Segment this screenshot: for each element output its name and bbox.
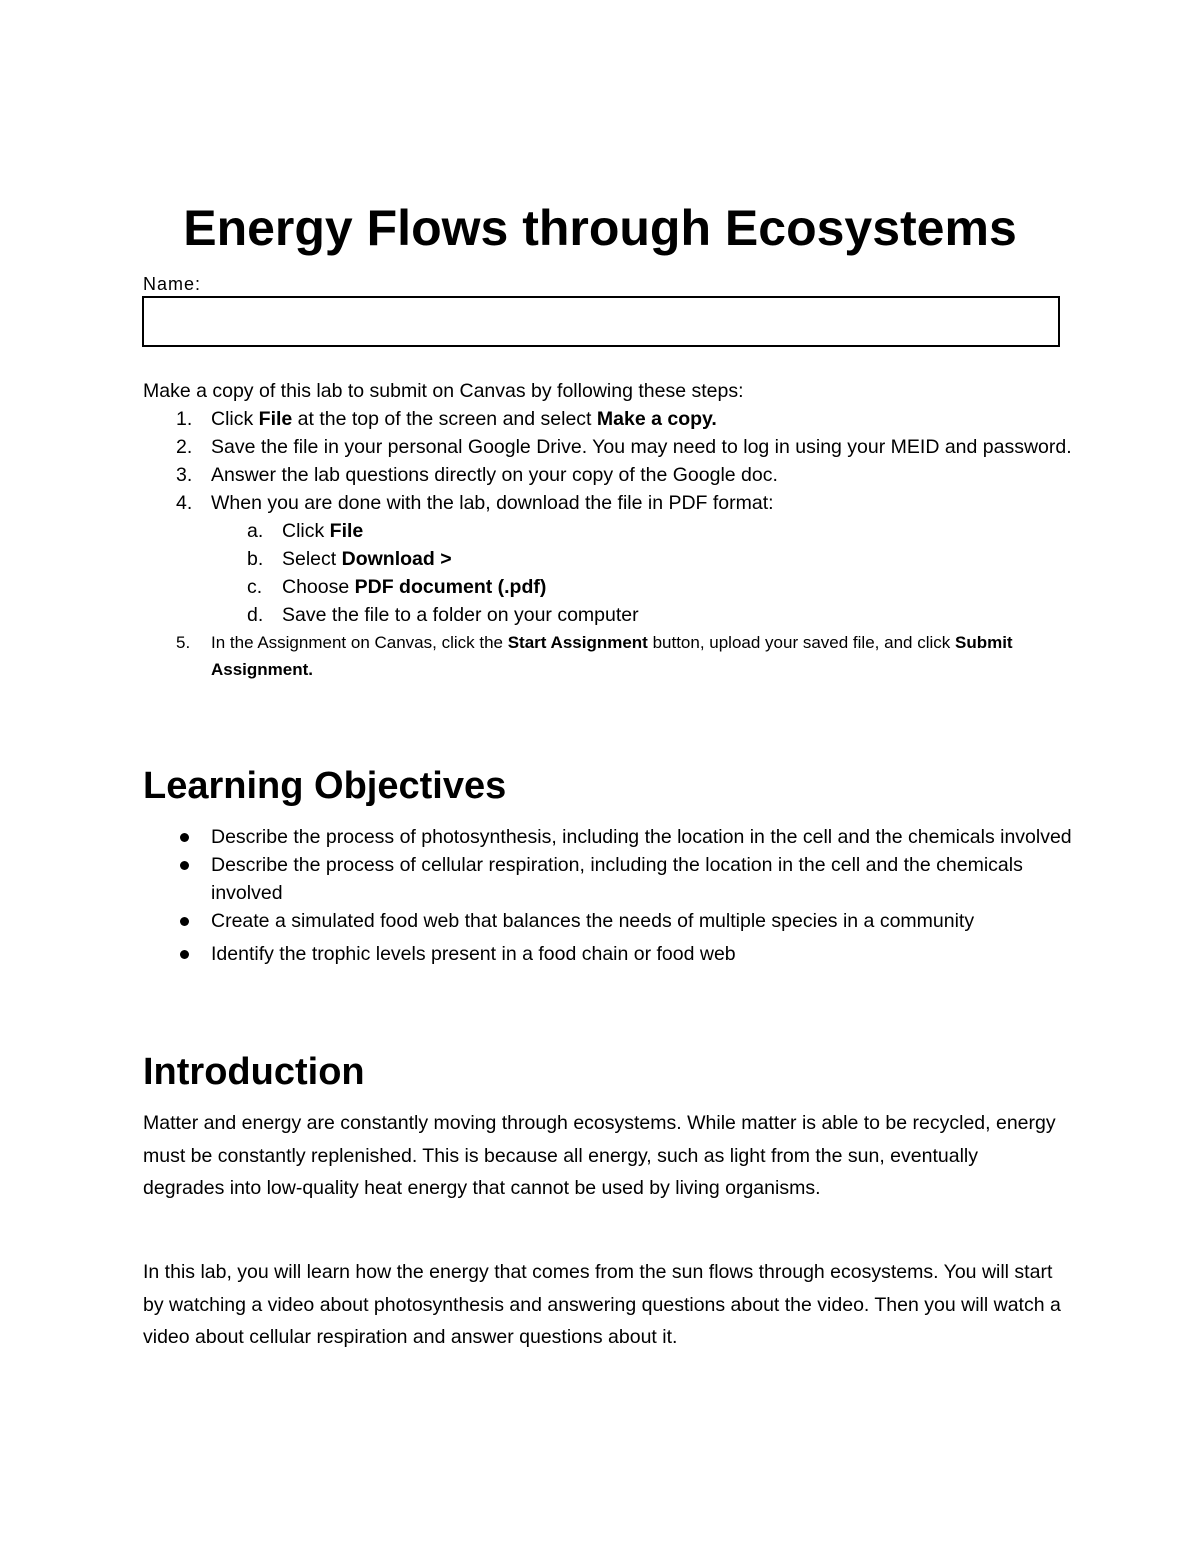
objective-item: Identify the trophic levels present in a food chain or food web [143,940,1083,968]
step-number: 1. [176,408,193,430]
step-number: 2. [176,436,193,458]
objective-item: Create a simulated food web that balances the needs of multiple species in a community [143,907,1083,935]
step-1: 1. Click File at the top of the screen and select Make a copy. [143,405,1083,433]
step-4: 4. When you are done with the lab, download the file in PDF format: [143,489,1083,517]
step-5: 5. In the Assignment on Canvas, click the Start Assignment button, upload your saved file, and click Submit Assignment. [143,629,1083,683]
instructions-intro: Make a copy of this lab to submit on Canvas by following these steps: [143,380,744,402]
introduction-paragraph-2: In this lab, you will learn how the energy that comes from the sun flows through ecosystems. You will start by watching a video about photosynthesis and answering questions about the video. Then you will watch a video about cellular respiration and answer questions about it. [143,1261,1061,1348]
bullet-icon [180,917,189,926]
objective-item: Describe the process of photosynthesis, including the location in the cell and the chemicals involved [143,823,1083,851]
step-number: 5. [176,633,191,652]
bullet-icon [180,950,189,959]
objectives-heading: Learning Objectives [143,765,507,807]
introduction-paragraph-1: Matter and energy are constantly moving through ecosystems. While matter is able to be recycled, energy must be constantly replenished. This is because all energy, such as light from the sun, eventually degrades into low-quality heat energy that cannot be used by living organisms. [143,1112,1056,1199]
substep-b: b. Select Download > [143,545,1083,573]
step-number: 4. [176,492,193,514]
instructions-list [143,405,1083,683]
step-2: 2. Save the file in your personal Google Drive. You may need to log in using your MEID and password. [143,433,1083,461]
name-label: Name: [143,274,202,294]
introduction-heading: Introduction [143,1051,365,1093]
objectives-list [143,823,1083,968]
substep-letter: b. [247,548,264,570]
name-field[interactable] [142,296,1060,347]
substep-c: c. Choose PDF document (.pdf) [143,573,1083,601]
step-3: 3. Answer the lab questions directly on your copy of the Google doc. [143,461,1083,489]
bullet-icon [180,833,189,842]
substep-letter: a. [247,520,264,542]
objective-item: Describe the process of cellular respiration, including the location in the cell and the chemicals involved [143,851,1083,907]
substep-d: d. Save the file to a folder on your computer [143,601,1083,629]
substep-letter: d. [247,604,264,626]
substep-a: a. Click File [143,517,1083,545]
substep-letter: c. [247,576,263,598]
page-title: Energy Flows through Ecosystems [183,200,1017,256]
step-number: 3. [176,464,193,486]
bullet-icon [180,861,189,870]
